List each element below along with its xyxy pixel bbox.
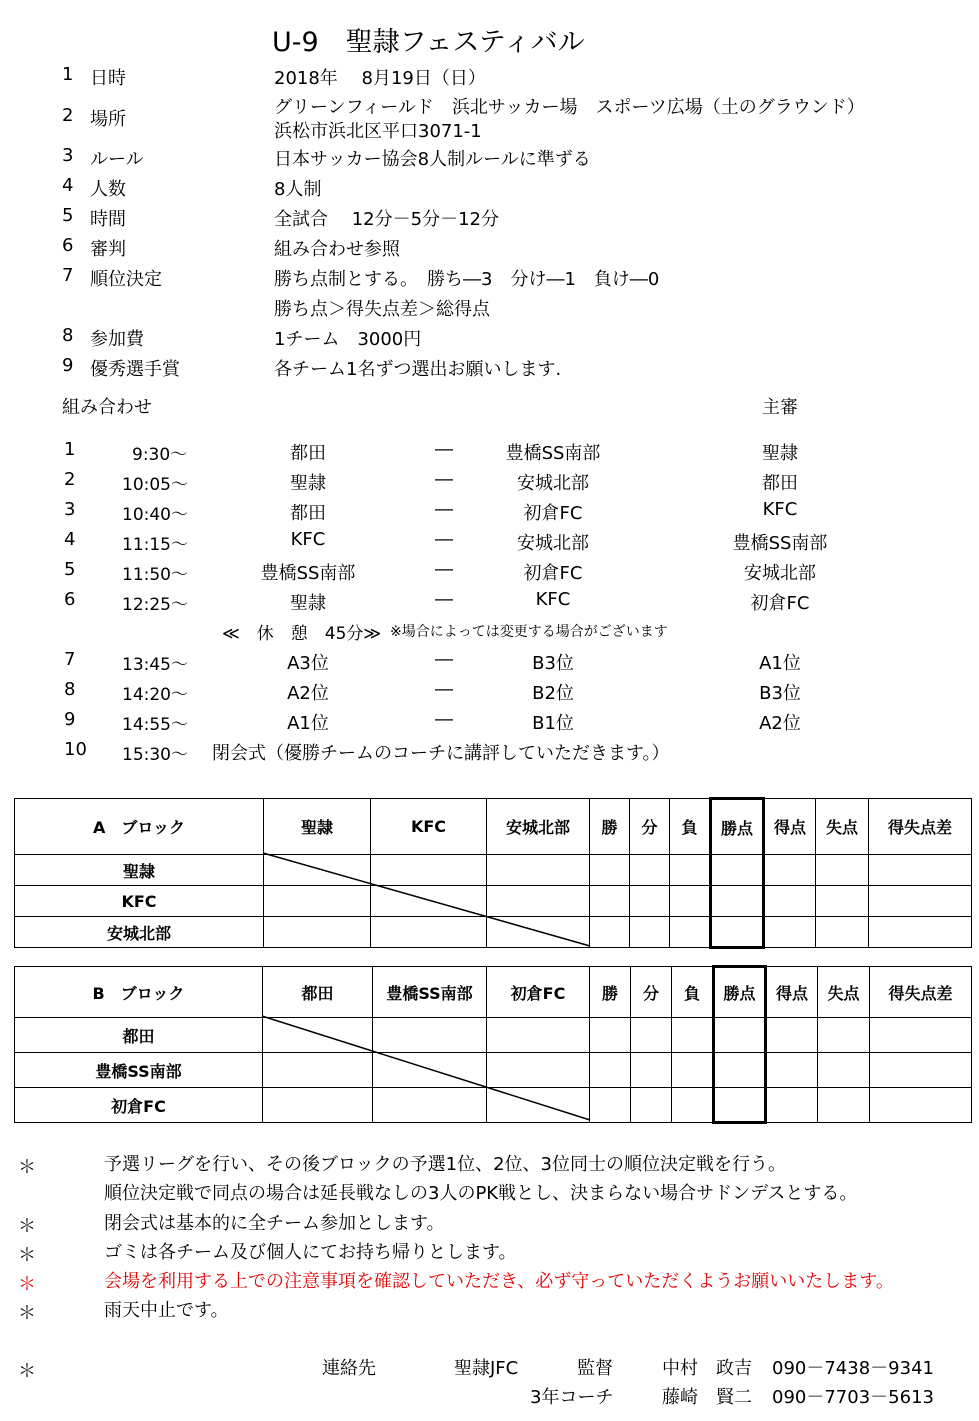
info-value: 日本サッカー協会8人制ルールに準ずる xyxy=(274,149,591,170)
info-value: 勝ち点制とする。 勝ち―3 分け―1 負け―0 xyxy=(274,269,660,290)
match-dash: ― xyxy=(435,589,453,610)
info-label: ルール xyxy=(90,149,144,170)
block-a-col-team: 安城北部 xyxy=(487,799,590,855)
contact-asterisk: ＊ xyxy=(18,1361,36,1382)
match-away: B2位 xyxy=(532,683,574,704)
closing-time: 15:30〜 xyxy=(122,745,188,765)
match-dash: ― xyxy=(435,679,453,700)
block-b-col-team: 豊橋SS南部 xyxy=(373,967,487,1018)
block-b-col-team: 都田 xyxy=(263,967,373,1018)
page-title: U-9 聖隷フェスティバル xyxy=(272,27,585,58)
info-label: 人数 xyxy=(90,179,126,200)
match-away: B1位 xyxy=(532,713,574,734)
info-value: 1チーム 3000円 xyxy=(274,329,422,350)
contact-role: 監督 xyxy=(577,1358,613,1379)
contact-label: 連絡先 xyxy=(322,1358,376,1379)
match-away: 安城北部 xyxy=(517,533,589,554)
match-home: 聖隷 xyxy=(290,473,326,494)
info-label: 順位決定 xyxy=(90,269,162,290)
match-away: 豊橋SS南部 xyxy=(505,443,601,464)
note-text-line2: 順位決定戦で同点の場合は延長戦なしの3人のPK戦とし、決まらない場合サドンデスとする。 xyxy=(104,1183,858,1204)
referee-heading: 主審 xyxy=(762,397,798,418)
info-num: 6 xyxy=(62,235,74,256)
note-asterisk: ＊ xyxy=(18,1274,36,1295)
info-label: 審判 xyxy=(90,239,126,260)
info-value: 各チーム1名ずつ選出お願いします. xyxy=(274,359,562,380)
match-time: 12:25〜 xyxy=(122,595,188,615)
match-away: B3位 xyxy=(532,653,574,674)
match-dash: ― xyxy=(435,529,453,550)
col-goals-for: 得点 xyxy=(766,967,818,1018)
info-label: 場所 xyxy=(90,109,126,130)
col-losses: 負 xyxy=(672,967,714,1018)
match-referee: A2位 xyxy=(759,713,801,734)
match-number: 3 xyxy=(64,499,76,520)
match-home: A1位 xyxy=(287,713,329,734)
break-note: ※場合によっては変更する場合がございます xyxy=(390,624,668,640)
info-num: 2 xyxy=(62,105,74,126)
team-name: 初倉FC xyxy=(15,1088,263,1123)
match-away: 安城北部 xyxy=(517,473,589,494)
team-name: 豊橋SS南部 xyxy=(15,1053,263,1088)
info-value: 8人制 xyxy=(274,179,322,200)
col-goal-difference: 得失点差 xyxy=(869,799,972,855)
match-number: 7 xyxy=(64,649,76,670)
match-home: A3位 xyxy=(287,653,329,674)
note-asterisk: ＊ xyxy=(18,1245,36,1266)
match-dash: ― xyxy=(435,709,453,730)
match-time: 11:15〜 xyxy=(122,535,188,555)
col-wins: 勝 xyxy=(590,967,631,1018)
note-text: 雨天中止です。 xyxy=(104,1300,229,1321)
closing-text: 閉会式（優勝チームのコーチに講評していただきます。） xyxy=(212,743,670,764)
match-time: 11:50〜 xyxy=(122,565,188,585)
match-time: 9:30〜 xyxy=(132,445,188,465)
match-number: 5 xyxy=(64,559,76,580)
schedule-heading: 組み合わせ xyxy=(62,397,152,418)
contact-role: 3年コーチ xyxy=(530,1387,614,1408)
col-points: 勝点 xyxy=(714,967,766,1018)
match-dash: ― xyxy=(435,469,453,490)
block-b-title: B ブロック xyxy=(15,967,263,1018)
info-label: 時間 xyxy=(90,209,126,230)
closing-number: 10 xyxy=(64,739,87,760)
info-value: 全試合 12分－5分－12分 xyxy=(274,209,499,230)
match-dash: ― xyxy=(435,649,453,670)
info-num: 4 xyxy=(62,175,74,196)
contact-phone: 090－7703－5613 xyxy=(772,1387,934,1408)
match-number: 1 xyxy=(64,439,76,460)
contact-phone: 090－7438－9341 xyxy=(772,1358,934,1379)
col-goals-against: 失点 xyxy=(818,967,870,1018)
match-time: 10:05〜 xyxy=(122,475,188,495)
match-referee: A1位 xyxy=(759,653,801,674)
col-goal-difference: 得失点差 xyxy=(870,967,972,1018)
match-home: 豊橋SS南部 xyxy=(260,563,356,584)
match-home: 都田 xyxy=(290,503,326,524)
match-number: 8 xyxy=(64,679,76,700)
match-referee: 豊橋SS南部 xyxy=(732,533,828,554)
info-value-line2: 浜松市浜北区平口3071-1 xyxy=(274,121,482,142)
note-text: 閉会式は基本的に全チーム参加とします。 xyxy=(104,1213,445,1234)
match-home: KFC xyxy=(290,529,326,550)
match-referee: 初倉FC xyxy=(750,593,810,614)
block-a-col-team: KFC xyxy=(371,799,487,855)
contact-org: 聖隷JFC xyxy=(454,1358,519,1379)
info-num: 7 xyxy=(62,265,74,286)
block-a-title: A ブロック xyxy=(15,799,264,855)
note-asterisk: ＊ xyxy=(18,1216,36,1237)
col-wins: 勝 xyxy=(590,799,630,855)
info-value: 2018年 8月19日（日） xyxy=(274,68,486,89)
col-goals-against: 失点 xyxy=(816,799,869,855)
note-text: 予選リーグを行い、その後ブロックの予選1位、2位、3位同士の順位決定戦を行う。 xyxy=(104,1154,786,1175)
match-number: 4 xyxy=(64,529,76,550)
block-b-col-team: 初倉FC xyxy=(487,967,590,1018)
match-referee: 都田 xyxy=(762,473,798,494)
info-num: 8 xyxy=(62,325,74,346)
info-label: 日時 xyxy=(90,68,126,89)
match-away: 初倉FC xyxy=(523,563,583,584)
info-num: 1 xyxy=(62,64,74,85)
contact-name: 藤崎 賢二 xyxy=(662,1387,752,1408)
match-home: A2位 xyxy=(287,683,329,704)
col-draws: 分 xyxy=(630,799,670,855)
info-num: 5 xyxy=(62,205,74,226)
info-value: グリーンフィールド 浜北サッカー場 スポーツ広場（土のグラウンド） xyxy=(274,97,865,118)
info-label: 参加費 xyxy=(90,329,144,350)
note-asterisk: ＊ xyxy=(18,1303,36,1324)
match-referee: 聖隷 xyxy=(762,443,798,464)
match-time: 13:45〜 xyxy=(122,655,188,675)
match-number: 2 xyxy=(64,469,76,490)
break-label: ≪ 休 憩 45分≫ xyxy=(222,624,382,644)
match-number: 6 xyxy=(64,589,76,610)
match-dash: ― xyxy=(435,559,453,580)
info-value-line2: 勝ち点＞得失点差＞総得点 xyxy=(274,299,490,320)
match-home: 聖隷 xyxy=(290,593,326,614)
info-num: 9 xyxy=(62,355,74,376)
team-name: 聖隷 xyxy=(15,855,264,886)
info-label: 優秀選手賞 xyxy=(90,359,180,380)
note-text: ゴミは各チーム及び個人にてお持ち帰りとします。 xyxy=(104,1242,517,1263)
match-number: 9 xyxy=(64,709,76,730)
team-name: KFC xyxy=(15,886,264,917)
col-draws: 分 xyxy=(631,967,672,1018)
match-dash: ― xyxy=(435,439,453,460)
match-referee: B3位 xyxy=(759,683,801,704)
note-asterisk: ＊ xyxy=(18,1157,36,1178)
team-name: 安城北部 xyxy=(15,917,264,948)
match-time: 14:55〜 xyxy=(122,715,188,735)
col-points: 勝点 xyxy=(711,799,764,855)
match-time: 10:40〜 xyxy=(122,505,188,525)
match-referee: 安城北部 xyxy=(744,563,816,584)
match-away: KFC xyxy=(535,589,571,610)
info-value: 組み合わせ参照 xyxy=(274,239,400,260)
match-time: 14:20〜 xyxy=(122,685,188,705)
block-a-col-team: 聖隷 xyxy=(264,799,371,855)
match-referee: KFC xyxy=(762,499,798,520)
note-text-warning: 会場を利用する上での注意事項を確認していただき、必ず守っていただくようお願いいたします。 xyxy=(104,1271,894,1292)
match-away: 初倉FC xyxy=(523,503,583,524)
col-losses: 負 xyxy=(670,799,711,855)
team-name: 都田 xyxy=(15,1018,263,1053)
col-goals-for: 得点 xyxy=(764,799,816,855)
match-dash: ― xyxy=(435,499,453,520)
info-num: 3 xyxy=(62,145,74,166)
match-home: 都田 xyxy=(290,443,326,464)
contact-name: 中村 政吉 xyxy=(662,1358,752,1379)
